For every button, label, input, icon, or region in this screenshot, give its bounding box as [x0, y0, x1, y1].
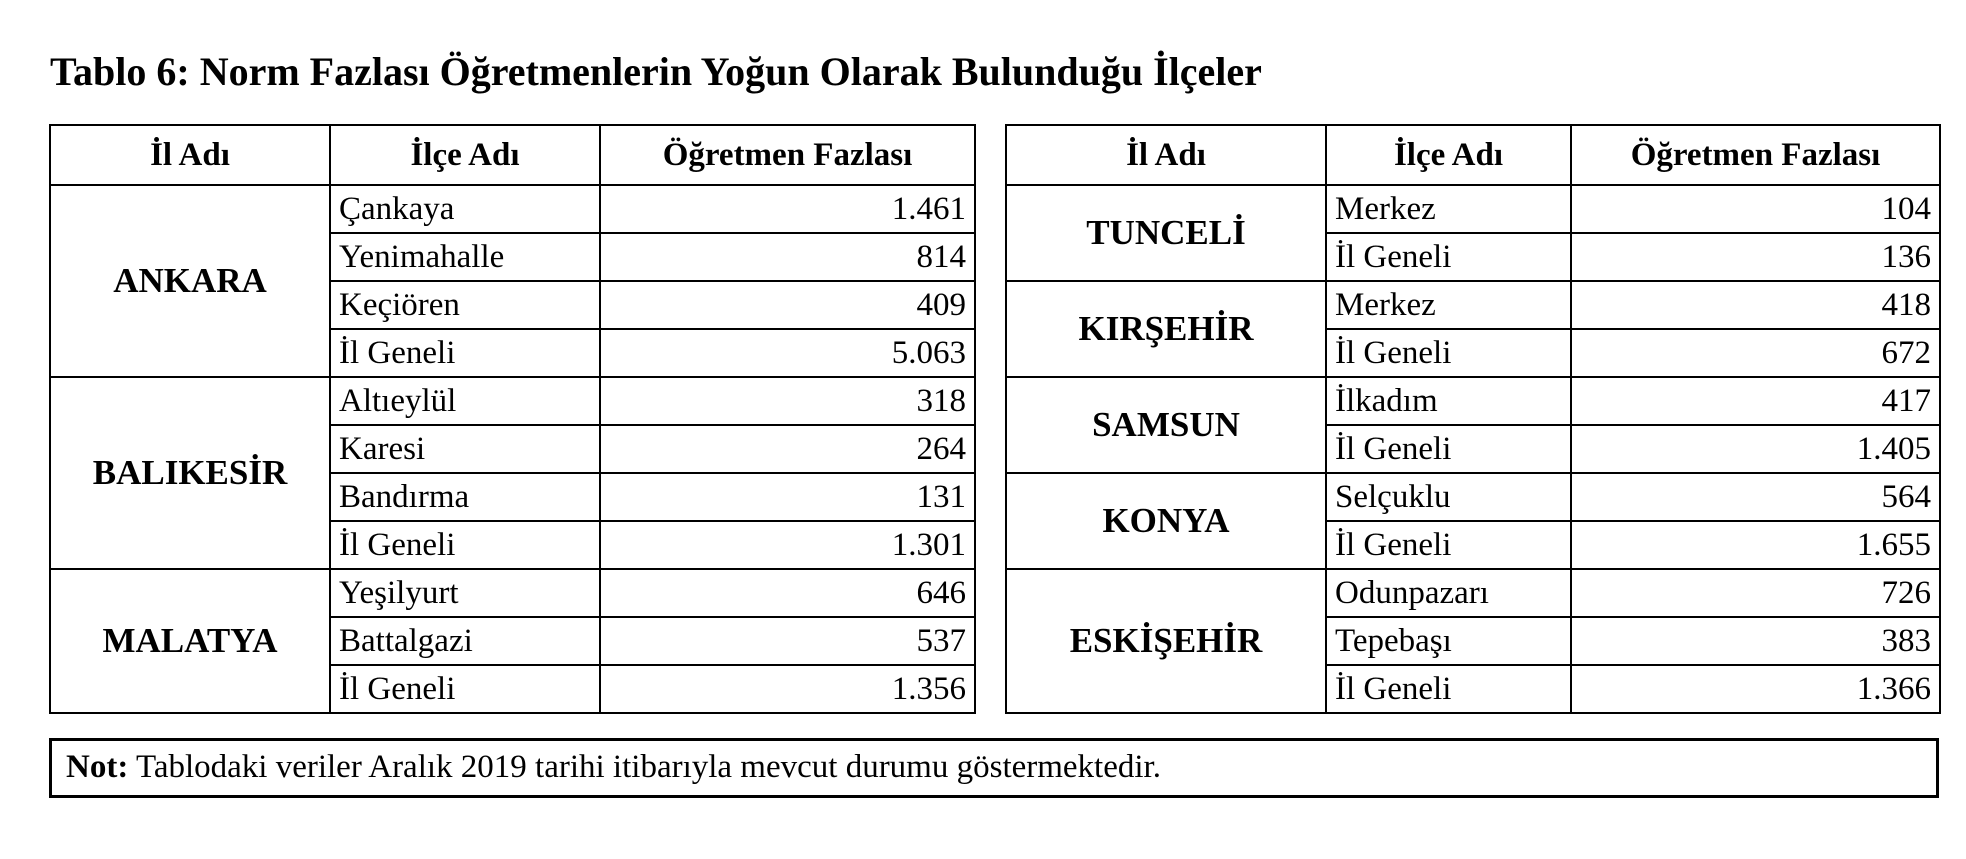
teacher-surplus-value: 1.461	[600, 185, 975, 233]
table-row	[50, 569, 975, 617]
district-name: İl Geneli	[1326, 425, 1571, 473]
district-name: Bandırma	[330, 473, 600, 521]
teacher-surplus-value: 418	[1571, 281, 1940, 329]
header-fazla: Öğretmen Fazlası	[1571, 125, 1940, 185]
table-left-body	[50, 185, 975, 713]
district-name: İlkadım	[1326, 377, 1571, 425]
teacher-surplus-value: 131	[600, 473, 975, 521]
table-row	[1006, 569, 1940, 617]
teacher-surplus-value: 264	[600, 425, 975, 473]
header-ilce: İlçe Adı	[1326, 125, 1571, 185]
district-name: Çankaya	[330, 185, 600, 233]
table-left	[49, 124, 976, 714]
district-name: Yeşilyurt	[330, 569, 600, 617]
teacher-surplus-value: 1.366	[1571, 665, 1940, 713]
teacher-surplus-value: 726	[1571, 569, 1940, 617]
province-name: ANKARA	[50, 185, 330, 377]
table-note	[49, 738, 1939, 798]
province-name: TUNCELİ	[1006, 185, 1326, 281]
province-name: KONYA	[1006, 473, 1326, 569]
teacher-surplus-value: 318	[600, 377, 975, 425]
district-name: Selçuklu	[1326, 473, 1571, 521]
teacher-surplus-value: 537	[600, 617, 975, 665]
district-name: Altıeylül	[330, 377, 600, 425]
province-name: MALATYA	[50, 569, 330, 713]
header-il: İl Adı	[50, 125, 330, 185]
header-row	[50, 125, 975, 185]
table-row	[1006, 473, 1940, 521]
district-name: İl Geneli	[330, 329, 600, 377]
header-il: İl Adı	[1006, 125, 1326, 185]
teacher-surplus-value: 1.356	[600, 665, 975, 713]
table-title: Tablo 6: Norm Fazlası Öğretmenlerin Yoğun Olarak Bulunduğu İlçeler	[50, 49, 1262, 94]
note-text: Tablodaki veriler Aralık 2019 tarihi itibarıyla mevcut durumu göstermektedir.	[128, 749, 1161, 785]
teacher-surplus-value: 564	[1571, 473, 1940, 521]
district-name: Merkez	[1326, 185, 1571, 233]
district-name: Karesi	[330, 425, 600, 473]
teacher-surplus-value: 672	[1571, 329, 1940, 377]
district-name: Battalgazi	[330, 617, 600, 665]
table-row	[50, 185, 975, 233]
district-name: Merkez	[1326, 281, 1571, 329]
table-right-body	[1006, 185, 1940, 713]
table-right	[1005, 124, 1941, 714]
district-name: İl Geneli	[1326, 665, 1571, 713]
district-name: İl Geneli	[1326, 233, 1571, 281]
teacher-surplus-value: 409	[600, 281, 975, 329]
district-name: İl Geneli	[1326, 521, 1571, 569]
province-name: KIRŞEHİR	[1006, 281, 1326, 377]
district-name: Keçiören	[330, 281, 600, 329]
province-name: BALIKESİR	[50, 377, 330, 569]
teacher-surplus-value: 1.405	[1571, 425, 1940, 473]
district-name: İl Geneli	[1326, 329, 1571, 377]
teacher-surplus-value: 1.301	[600, 521, 975, 569]
teacher-surplus-value: 814	[600, 233, 975, 281]
teacher-surplus-value: 1.655	[1571, 521, 1940, 569]
table-row	[1006, 377, 1940, 425]
teacher-surplus-value: 417	[1571, 377, 1940, 425]
header-fazla: Öğretmen Fazlası	[600, 125, 975, 185]
table-row	[1006, 185, 1940, 233]
table-row	[1006, 281, 1940, 329]
teacher-surplus-value: 104	[1571, 185, 1940, 233]
province-name: ESKİŞEHİR	[1006, 569, 1326, 713]
header-row	[1006, 125, 1940, 185]
header-ilce: İlçe Adı	[330, 125, 600, 185]
teacher-surplus-value: 383	[1571, 617, 1940, 665]
teacher-surplus-value: 136	[1571, 233, 1940, 281]
district-name: İl Geneli	[330, 521, 600, 569]
district-name: Odunpazarı	[1326, 569, 1571, 617]
table-row	[50, 377, 975, 425]
province-name: SAMSUN	[1006, 377, 1326, 473]
district-name: İl Geneli	[330, 665, 600, 713]
district-name: Yenimahalle	[330, 233, 600, 281]
teacher-surplus-value: 5.063	[600, 329, 975, 377]
teacher-surplus-value: 646	[600, 569, 975, 617]
note-label: Not:	[66, 749, 129, 785]
district-name: Tepebaşı	[1326, 617, 1571, 665]
